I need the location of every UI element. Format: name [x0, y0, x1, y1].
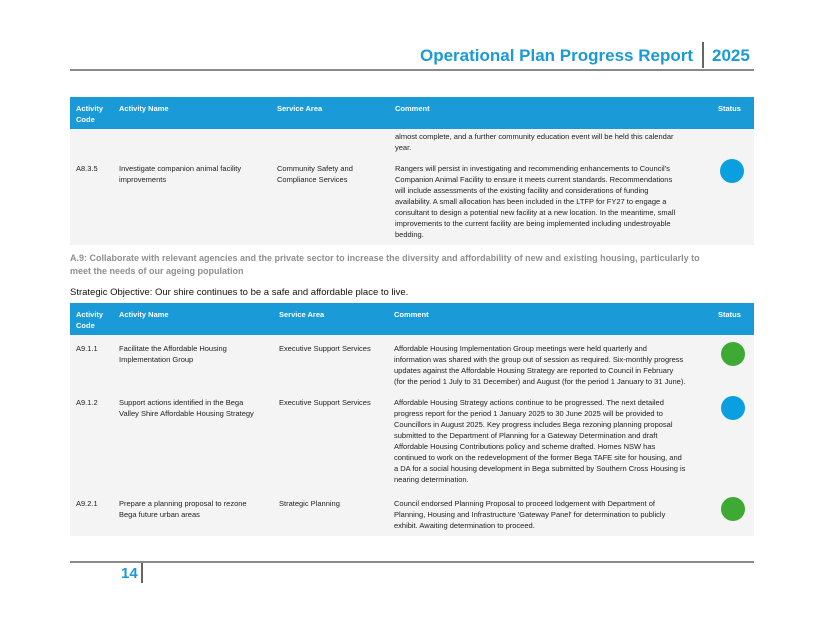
report-year: 2025 — [712, 46, 750, 65]
comment: Council endorsed Planning Proposal to proceed lodgement with Department of Planning, Housing and Infrastructure 'Gateway Panel' for determination to publicly exhibit. Awaiting determination to proceed. — [394, 499, 666, 530]
comment: Rangers will persist in investigating and recommending enhancements to Council's Companion Animal Facility to ensure it meets current standards. Recommendations will include assessments of the existing facility and considerations of funding availability. A small allocation has been included in the LTFP for FY27 to engage a consultant to design a potential new facility at a new location. In the meantime, small improvements to the current facility are being implemented including undestroyable bedding. — [395, 164, 676, 239]
status-indicator — [720, 159, 744, 183]
service-area: Strategic Planning — [279, 499, 340, 508]
page-number: 14 — [121, 565, 138, 582]
footer-rule — [70, 561, 754, 563]
status-indicator — [721, 396, 745, 420]
status-indicator — [721, 497, 745, 521]
service-area: Community Safety and Compliance Services — [277, 164, 353, 184]
strategic-objective: Strategic Objective: Our shire continues to be a safe and affordable place to live. — [70, 287, 409, 298]
col-name-header: Activity Name — [119, 310, 169, 319]
service-area: Executive Support Services — [279, 344, 371, 353]
activity-name: Prepare a planning proposal to rezone Bega future urban areas — [119, 499, 247, 519]
table1-header — [70, 97, 754, 129]
activity-name: Facilitate the Affordable Housing Implementation Group — [119, 344, 227, 364]
status-indicator — [721, 342, 745, 366]
col-comment-header: Comment — [394, 310, 429, 319]
comment: Affordable Housing Strategy actions continue to be progressed. The next detailed progress report for the period 1 January 2025 to 30 June 2025 will be provided to Councillors in August 2025. Key progress includes Bega rezoning planning proposal submitted to the Department of Planning for a Gateway Determination and draft Affordable Housing Contributions policy and scheme drafted. Homes NSW has continued to work on the redevelopment of the former Bega TAFE site for housing, and a DA for a social housing development in Bega submitted by Southern Cross Housing is nearing determination. — [394, 398, 686, 484]
activity-code: A8.3.5 — [76, 164, 98, 173]
col-name-header: Activity Name — [119, 104, 169, 113]
col-status-header: Status — [718, 104, 741, 113]
col-service-header: Service Area — [277, 104, 323, 113]
header-rule — [70, 69, 754, 71]
table2-header — [70, 303, 754, 335]
col-service-header: Service Area — [279, 310, 325, 319]
comment: Affordable Housing Implementation Group meetings were held quarterly and information was shared with the group out of session as required. Six-monthly progress updates against the Affordable Housing Strategy are reported to Council in February (for the period 1 July to 31 December) and August (for the period 1 January to 31 June). — [394, 344, 686, 386]
report-title: Operational Plan Progress Report — [419, 46, 693, 65]
service-area: Executive Support Services — [279, 398, 371, 407]
activity-name: Investigate companion animal facility improvements — [119, 164, 242, 184]
col-comment-header: Comment — [395, 104, 430, 113]
footer-divider — [141, 563, 143, 583]
col-code-header: Activity Code — [76, 104, 104, 124]
table2-body — [70, 335, 754, 536]
header-divider — [702, 42, 704, 68]
activity-code: A9.1.2 — [76, 398, 98, 407]
carryover-comment: almost complete, and a further community education event will be held this calendar year. — [395, 132, 674, 152]
col-status-header: Status — [718, 310, 741, 319]
activity-code: A9.2.1 — [76, 499, 98, 508]
table1-body — [70, 129, 754, 245]
activity-name: Support actions identified in the Bega Valley Shire Affordable Housing Strategy — [119, 398, 254, 418]
col-code-header: Activity Code — [76, 310, 104, 330]
section-heading: A.9: Collaborate with relevant agencies and the private sector to increase the diversity and affordability of new and existing housing, particularly to meet the needs of our ageing population — [70, 253, 700, 276]
activity-code: A9.1.1 — [76, 344, 98, 353]
